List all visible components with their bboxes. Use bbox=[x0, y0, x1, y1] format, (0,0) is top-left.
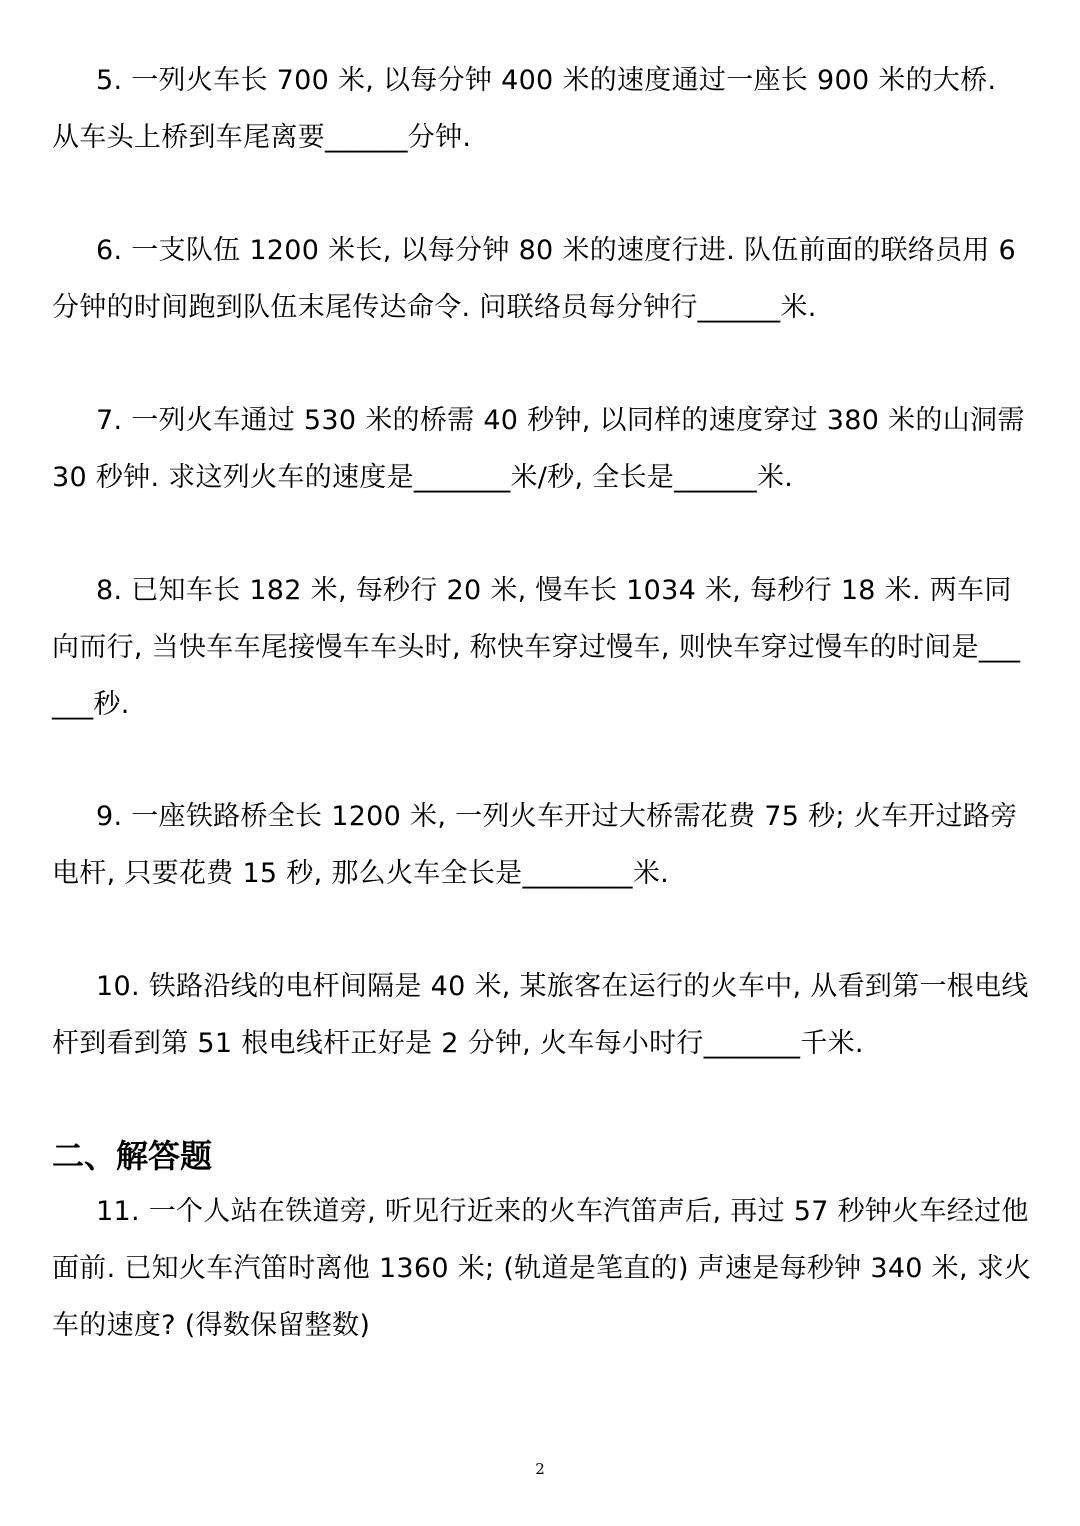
problem-7: 7. 一列火车通过 530 米的桥需 40 秒钟, 以同样的速度穿过 380 米的山洞需 30 秒钟. 求这列火车的速度是_______米/秒, 全长是______米. bbox=[52, 405, 1025, 493]
problem-10: 10. 铁路沿线的电杆间隔是 40 米, 某旅客在运行的火车中, 从看到第一根电线杆到看到第 51 根电线杆正好是 2 分钟, 火车每小时行_______千米. bbox=[52, 971, 1029, 1059]
problem-8: 8. 已知车长 182 米, 每秒行 20 米, 慢车长 1034 米, 每秒行 18 米. 两车同向而行, 当快车车尾接慢车车头时, 称快车穿过慢车, 则快车穿过慢车的时间是______秒. bbox=[52, 575, 1021, 720]
problem-9: 9. 一座铁路桥全长 1200 米, 一列火车开过大桥需花费 75 秒; 火车开过路旁电杆, 只要花费 15 秒, 那么火车全长是________米. bbox=[52, 801, 1018, 889]
section-title: 二、解答题 bbox=[52, 1137, 213, 1175]
page-number: 2 bbox=[535, 1460, 545, 1478]
problem-6: 6. 一支队伍 1200 米长, 以每分钟 80 米的速度行进. 队伍前面的联络员用 6 分钟的时间跑到队伍末尾传达命令. 问联络员每分钟行______米. bbox=[52, 235, 1017, 323]
problem-5: 5. 一列火车长 700 米, 以每分钟 400 米的速度通过一座长 900 米的大桥. 从车头上桥到车尾离要______分钟. bbox=[52, 65, 997, 153]
problem-11: 11. 一个人站在铁道旁, 听见行近来的火车汽笛声后, 再过 57 秒钟火车经过他面前. 已知火车汽笛时离他 1360 米; (轨道是笔直的) 声速是每秒钟 340 米, 求火车的速度? (得数保留整数) bbox=[52, 1196, 1032, 1341]
